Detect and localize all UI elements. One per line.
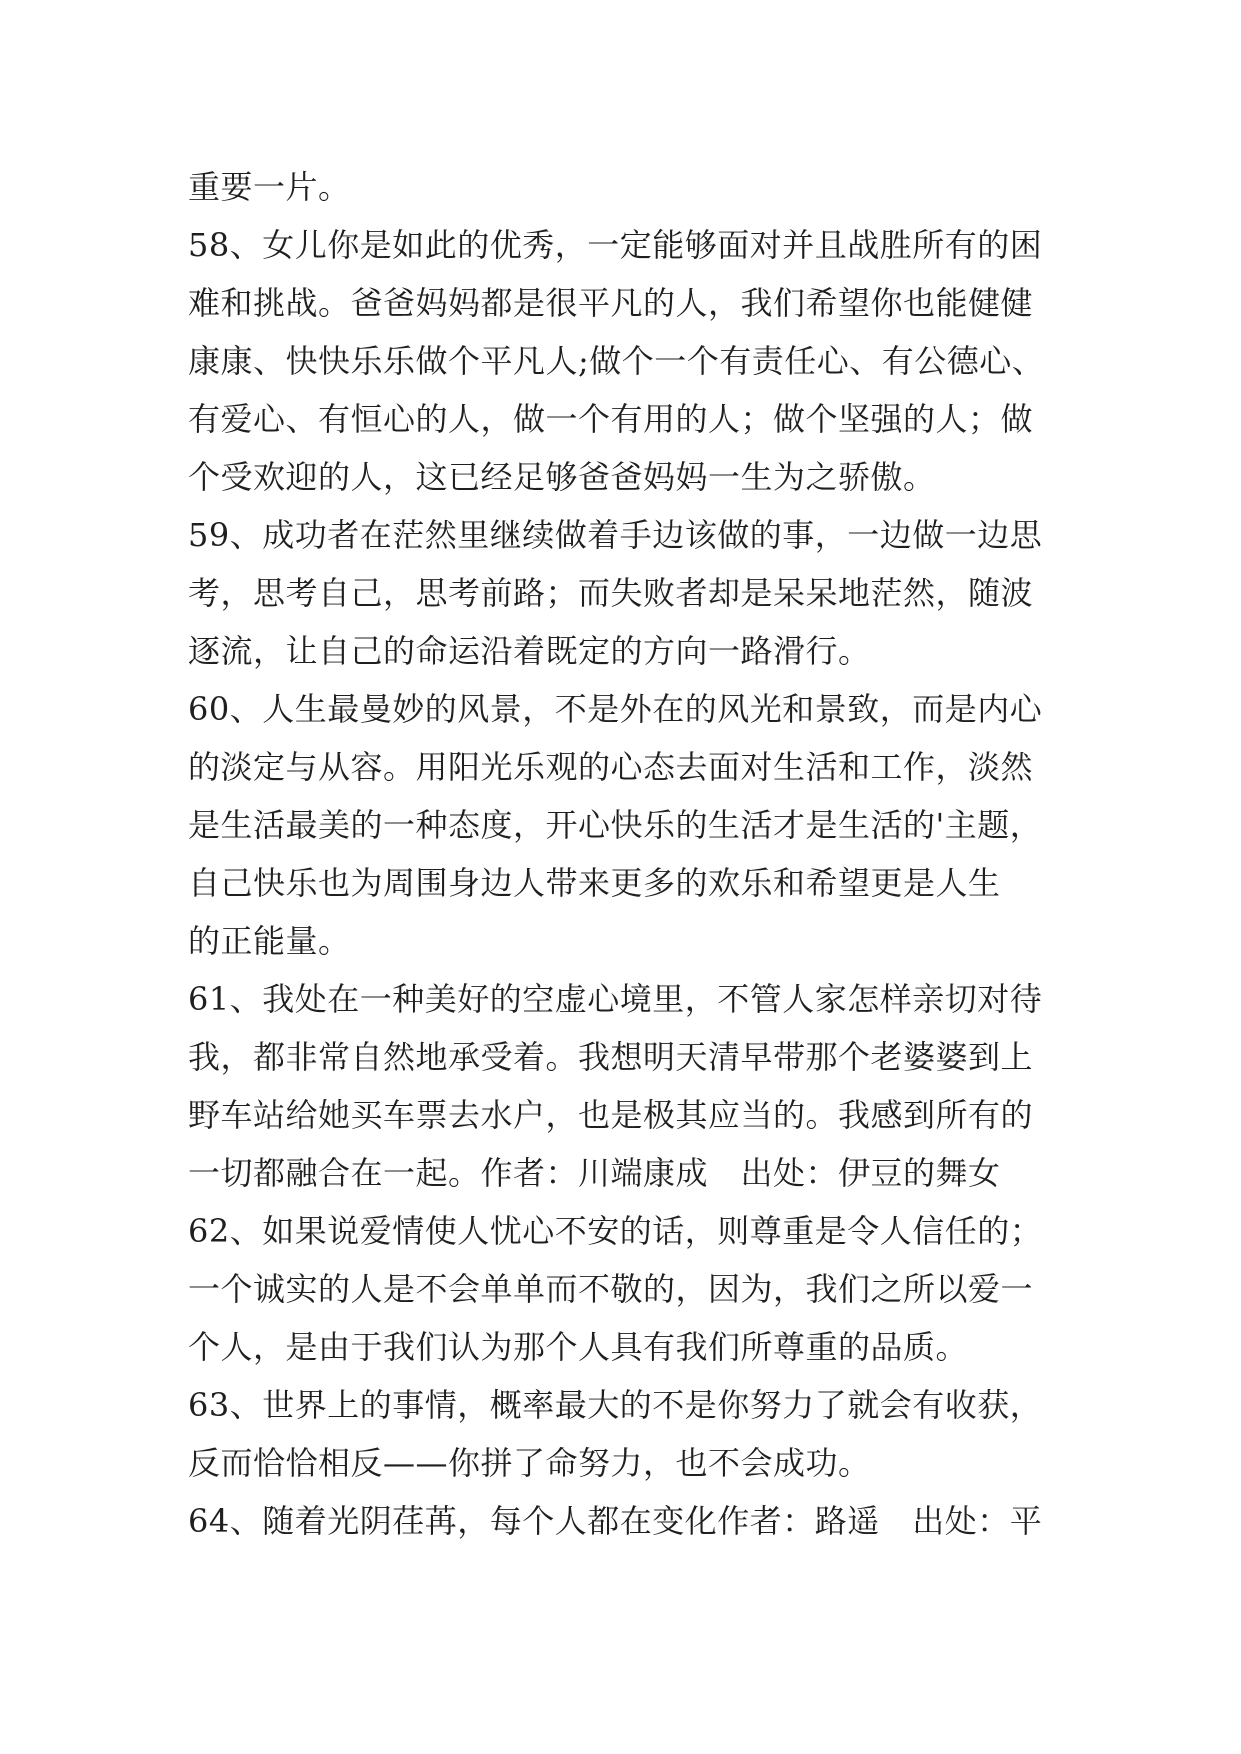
text-line: 个人，是由于我们认为那个人具有我们所尊重的品质。 [188,1328,969,1366]
text-line: 是生活最美的一种态度，开心快乐的生活才是生活的'主题， [188,806,1043,844]
text-line: 的淡定与从容。用阳光乐观的心态去面对生活和工作，淡然 [188,748,1034,786]
text-line: 难和挑战。爸爸妈妈都是很平凡的人，我们希望你也能健健 [188,284,1034,322]
text-line: 重要一片。 [188,168,351,206]
text-line: 60、人生最曼妙的风景，不是外在的风光和景致，而是内心 [188,690,1043,728]
text-line: 自己快乐也为周围身边人带来更多的欢乐和希望更是人生 [188,864,1001,902]
document-page [188,158,1058,1550]
text-line: 野车站给她买车票去水户，也是极其应当的。我感到所有的 [188,1096,1034,1134]
text-line: 59、成功者在茫然里继续做着手边该做的事，一边做一边思 [188,516,1043,554]
text-line: 个受欢迎的人，这已经足够爸爸妈妈一生为之骄傲。 [188,458,936,496]
text-line: 我，都非常自然地承受着。我想明天清早带那个老婆婆到上 [188,1038,1034,1076]
text-line: 58、女儿你是如此的优秀，一定能够面对并且战胜所有的困 [188,226,1043,264]
text-line: 63、世界上的事情，概率最大的不是你努力了就会有收获， [188,1386,1043,1424]
text-line: 反而恰恰相反——你拼了命努力，也不会成功。 [188,1444,871,1482]
text-line: 考，思考自己，思考前路；而失败者却是呆呆地茫然，随波 [188,574,1034,612]
text-line: 62、如果说爱情使人忧心不安的话，则尊重是令人信任的； [188,1212,1043,1250]
text-line: 的正能量。 [188,922,351,960]
text-line: 61、我处在一种美好的空虚心境里，不管人家怎样亲切对待 [188,980,1043,1018]
text-line: 康康、快快乐乐做个平凡人;做个一个有责任心、有公德心、 [188,342,1045,380]
text-line: 一切都融合在一起。作者：川端康成 出处：伊豆的舞女 [188,1154,1001,1192]
text-line: 一个诚实的人是不会单单而不敬的，因为，我们之所以爱一 [188,1270,1034,1308]
text-line: 64、随着光阴荏苒，每个人都在变化作者：路遥 出处：平 [188,1502,1043,1540]
text-line: 逐流，让自己的命运沿着既定的方向一路滑行。 [188,632,871,670]
text-line: 有爱心、有恒心的人，做一个有用的人；做个坚强的人；做 [188,400,1034,438]
